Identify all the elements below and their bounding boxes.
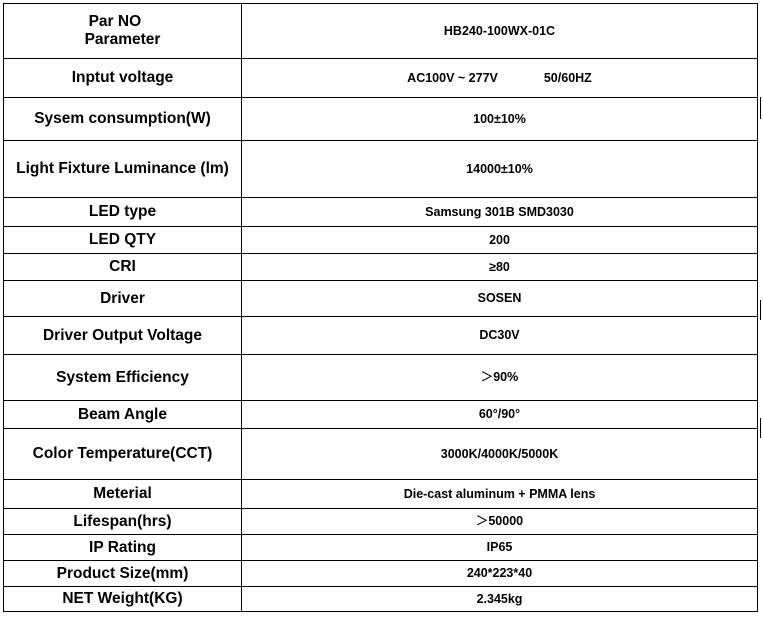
row-value: 200: [242, 227, 758, 254]
row-label: Inptut voltage: [4, 59, 242, 98]
row-value: ＞50000: [242, 509, 758, 535]
row-value: 60°/90°: [242, 401, 758, 429]
row-value: Die-cast aluminum + PMMA lens: [242, 480, 758, 509]
header-par-no: Par NO: [88, 13, 142, 31]
table-row: [4, 141, 758, 198]
row-value: 2.345kg: [242, 587, 758, 612]
row-label: LED QTY: [4, 227, 242, 254]
voltage-range: AC100V ~ 277V: [407, 70, 498, 85]
table-row: [4, 198, 758, 227]
border-tick: [760, 300, 761, 320]
border-tick: [760, 418, 761, 438]
table-row-input-voltage: [4, 59, 758, 98]
table-row: [4, 281, 758, 317]
row-value: 3000K/4000K/5000K: [242, 429, 758, 480]
table-row: [4, 509, 758, 535]
row-value: ＞90%: [242, 355, 758, 401]
table-row: [4, 317, 758, 355]
table-row: [4, 401, 758, 429]
row-label: System Efficiency: [4, 355, 242, 401]
row-value: Samsung 301B SMD3030: [242, 198, 758, 227]
row-value: DC30V: [242, 317, 758, 355]
table-row: [4, 535, 758, 561]
voltage-frequency: 50/60HZ: [543, 70, 592, 85]
spec-table: [3, 3, 758, 612]
row-label: LED type: [4, 198, 242, 227]
row-label: Sysem consumption(W): [4, 98, 242, 141]
row-value: ≥80: [242, 254, 758, 281]
header-parameter: Parameter: [84, 31, 161, 48]
row-label: Color Temperature(CCT): [4, 429, 242, 480]
row-label: Driver: [4, 281, 242, 317]
table-row-header: [4, 4, 758, 59]
row-label: NET Weight(KG): [4, 587, 242, 612]
row-value: 240*223*40: [242, 561, 758, 587]
table-row: [4, 561, 758, 587]
table-row: [4, 355, 758, 401]
table-row: [4, 254, 758, 281]
row-value: IP65: [242, 535, 758, 561]
table-row: [4, 587, 758, 612]
header-parameter-cell: [4, 4, 242, 59]
row-label: IP Rating: [4, 535, 242, 561]
header-model: HB240-100WX-01C: [242, 4, 758, 59]
row-label: Beam Angle: [4, 401, 242, 429]
row-label: Driver Output Voltage: [4, 317, 242, 355]
row-value: SOSEN: [242, 281, 758, 317]
row-label: Meterial: [4, 480, 242, 509]
row-label: Product Size(mm): [4, 561, 242, 587]
row-value: 100±10%: [242, 98, 758, 141]
border-tick: [760, 97, 761, 119]
row-value: 14000±10%: [242, 141, 758, 198]
table-row: [4, 227, 758, 254]
table-row: [4, 98, 758, 141]
table-row: [4, 480, 758, 509]
row-label: CRI: [4, 254, 242, 281]
input-voltage-value: [242, 59, 758, 98]
table-row: [4, 429, 758, 480]
row-label: Light Fixture Luminance (lm): [4, 141, 242, 198]
row-label: Lifespan(hrs): [4, 509, 242, 535]
